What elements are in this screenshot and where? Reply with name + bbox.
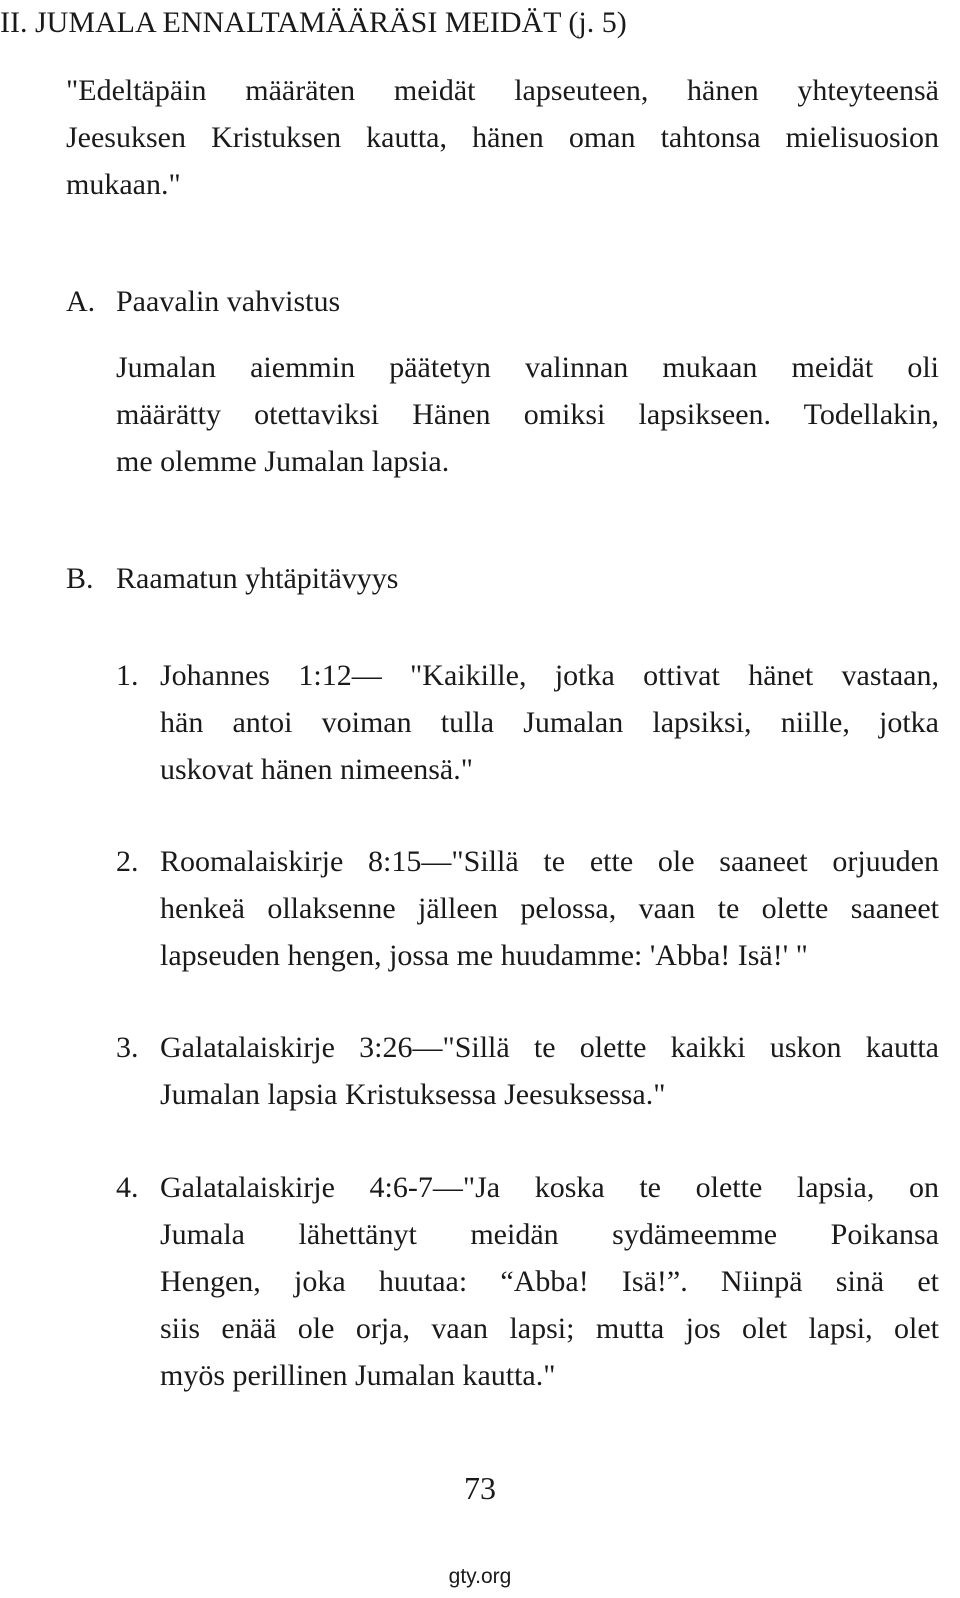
section-a-body-line: me olemme Jumalan lapsia.: [116, 445, 450, 478]
page-number: 73: [464, 1470, 496, 1506]
quote-line: Jeesuksen Kristuksen kautta, hänen oman tahtonsa mielisuosion: [66, 121, 939, 154]
item-number: 3.: [116, 1031, 139, 1064]
chapter-heading: II. JUMALA ENNALTAMÄÄRÄSI MEIDÄT (j. 5): [0, 6, 627, 39]
item-number: 1.: [116, 659, 139, 692]
section-a-body-line: Jumalan aiemmin päätetyn valinnan mukaan meidät oli: [116, 351, 939, 384]
item-line: siis enää ole orja, vaan lapsi; mutta jos olet lapsi, olet: [160, 1312, 939, 1345]
section-a-title: Paavalin vahvistus: [116, 285, 341, 318]
section-b-label: B.: [66, 562, 94, 595]
item-line: Roomalaiskirje 8:15—"Sillä te ette ole saaneet orjuuden: [160, 845, 939, 878]
section-b-title: Raamatun yhtäpitävyys: [116, 562, 399, 595]
section-a-label: A.: [66, 285, 96, 318]
item-line: lapseuden hengen, jossa me huudamme: 'Abba! Isä!' ": [160, 939, 808, 972]
item-line: henkeä ollaksenne jälleen pelossa, vaan te olette saaneet: [160, 892, 939, 925]
section-a-body-line: määrätty otettaviksi Hänen omiksi lapsikseen. Todellakin,: [116, 398, 939, 431]
item-line: hän antoi voiman tulla Jumalan lapsiksi, niille, jotka: [160, 706, 939, 739]
item-line: uskovat hänen nimeensä.": [160, 753, 473, 786]
quote-line: "Edeltäpäin määräten meidät lapseuteen, hänen yhteyteensä: [66, 74, 939, 107]
item-line: Johannes 1:12— "Kaikille, jotka ottivat hänet vastaan,: [160, 659, 939, 692]
item-line: Galatalaiskirje 3:26—"Sillä te olette kaikki uskon kautta: [160, 1031, 939, 1064]
footer-source: gty.org: [448, 1565, 512, 1588]
item-line: myös perillinen Jumalan kautta.": [160, 1359, 556, 1392]
item-line: Jumalan lapsia Kristuksessa Jeesuksessa.": [160, 1078, 666, 1111]
item-line: Jumala lähettänyt meidän sydämeemme Poikansa: [160, 1218, 939, 1251]
quote-line: mukaan.": [66, 168, 181, 201]
item-number: 2.: [116, 845, 139, 878]
item-number: 4.: [116, 1171, 139, 1204]
item-line: Hengen, joka huutaa: “Abba! Isä!”. Niinpä sinä et: [160, 1265, 939, 1298]
item-line: Galatalaiskirje 4:6-7—"Ja koska te olette lapsia, on: [160, 1171, 939, 1204]
